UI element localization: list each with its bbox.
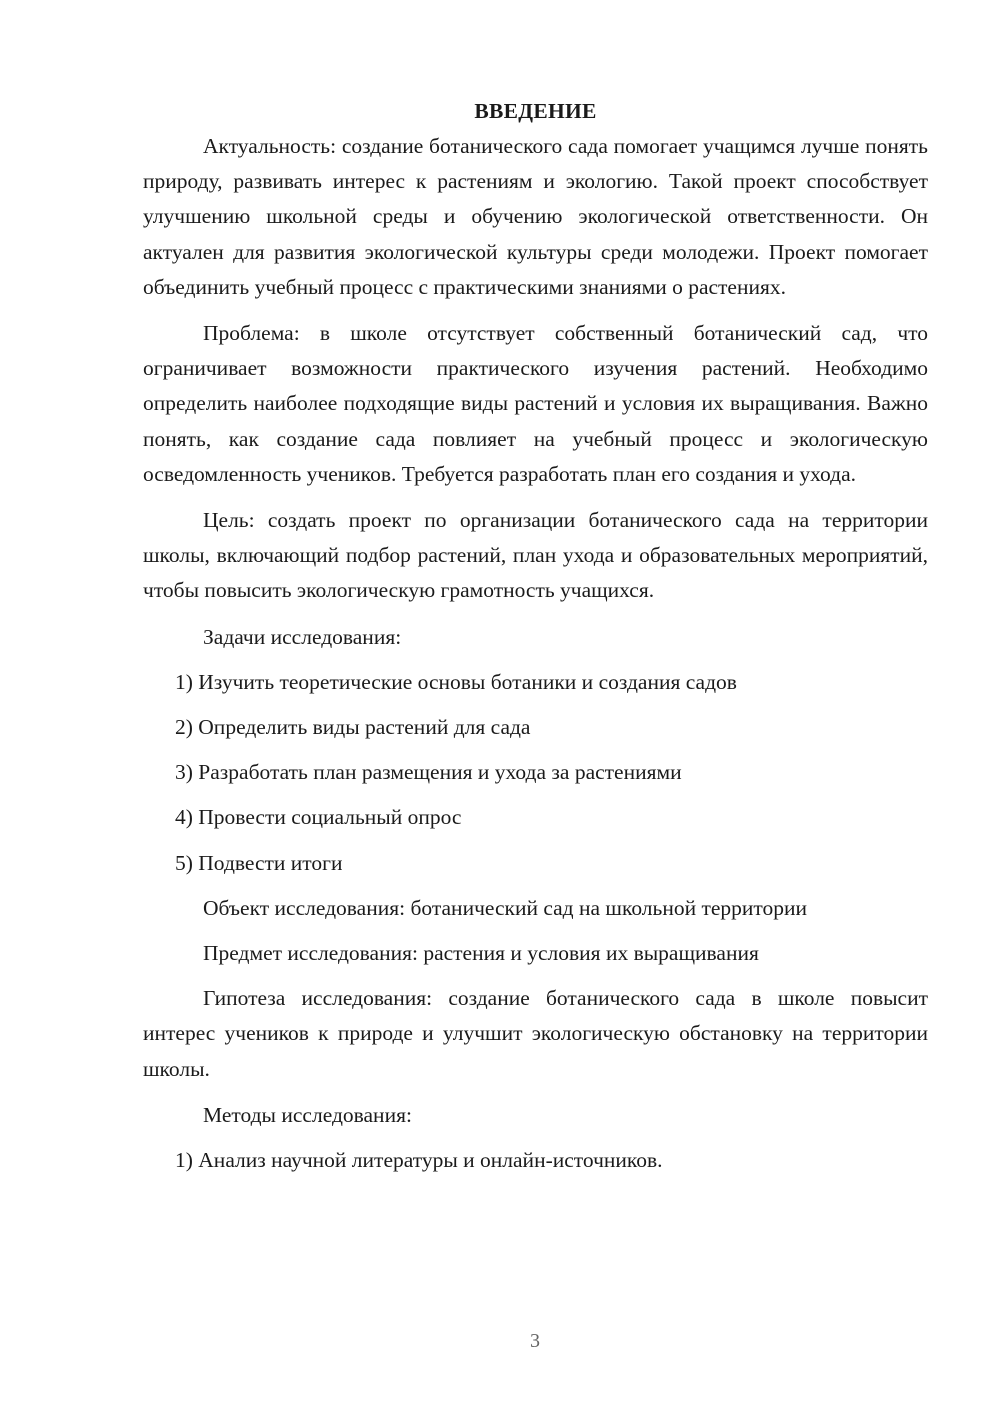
object-line: Объект исследования: ботанический сад на школьной территории [203, 895, 808, 920]
method-item: 1) Анализ научной литературы и онлайн-источников. [175, 1148, 663, 1173]
problem-paragraph: Проблема: в школе отсутствует собственный ботанический сад, что ограничивает возможности практического изучения растений. Необходимо определить наиболее подходящие виды растений и условия их выращивания. Важно понять, как создание сада повлияет на учебный процесс и экологическую осведомленность учеников. Требуется разработать план его создания и ухода. [143, 321, 928, 486]
task-item: 3) Разработать план размещения и ухода за растениями [175, 760, 682, 785]
methods-heading: Методы исследования: [203, 1102, 412, 1127]
task-item: 1) Изучить теоретические основы ботаники и создания садов [175, 669, 737, 694]
section-title: ВВЕДЕНИЕ [474, 99, 597, 123]
task-item: 2) Определить виды растений для сада [175, 715, 531, 740]
document-page [143, 94, 928, 1188]
page-number: 3 [530, 1330, 540, 1352]
tasks-heading: Задачи исследования: [203, 624, 402, 649]
hypothesis-paragraph: Гипотеза исследования: создание ботанического сада в школе повысит интерес учеников к природе и улучшит экологическую обстановку на территории школы. [143, 986, 928, 1081]
task-item: 5) Подвести итоги [175, 850, 343, 875]
task-item: 4) Провести социальный опрос [175, 805, 462, 830]
relevance-paragraph: Актуальность: создание ботанического сада помогает учащимся лучше понять природу, развивать интерес к растениям и экологию. Такой проект способствует улучшению школьной среды и обучению экологической ответственности. Он актуален для развития экологической культуры среди молодежи. Проект помогает объединить учебный процесс с практическими знаниями о растениях. [143, 134, 928, 299]
subject-line: Предмет исследования: растения и условия их выращивания [203, 941, 759, 966]
goal-paragraph: Цель: создать проект по организации ботанического сада на территории школы, включающий подбор растений, план ухода и образовательных мероприятий, чтобы повысить экологическую грамотность учащихся. [143, 508, 928, 603]
